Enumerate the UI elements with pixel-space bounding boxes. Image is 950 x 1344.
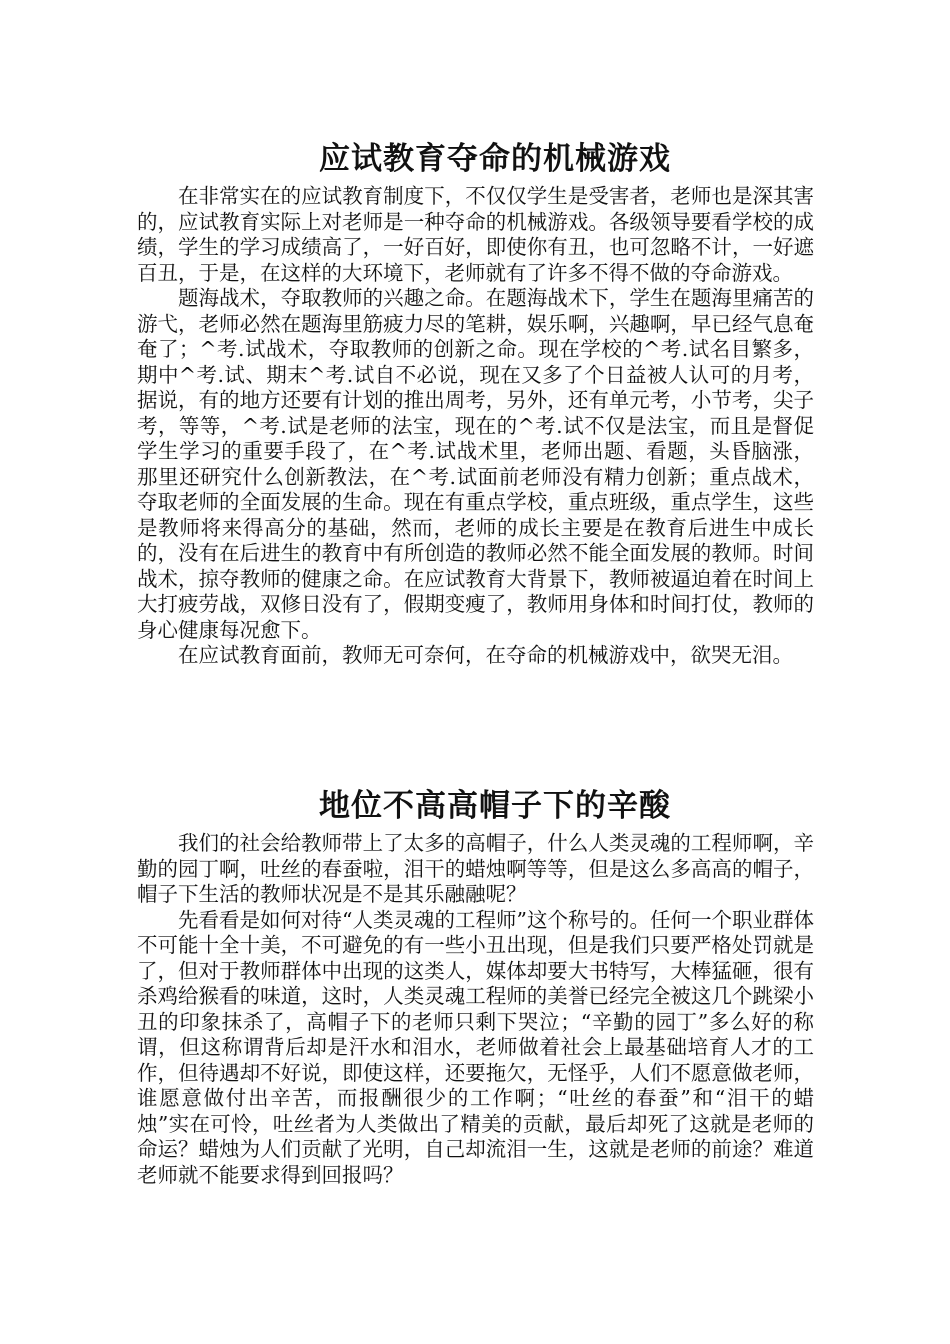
article-paragraph: 在应试教育面前，教师无可奈何，在夺命的机械游戏中，欲哭无泪。 [178,643,793,667]
article-section-high-hats [137,785,814,1188]
article-title: 地位不高高帽子下的辛酸 [319,788,671,824]
article-paragraph: 我们的社会给教师带上了太多的高帽子，什么人类灵魂的工程师啊，辛勤的园丁啊，吐丝的春蚕啦，泪干的蜡烛啊等等，但是这么多高高的帽子，帽子下生活的教师状况是不是其乐融融呢？ [137,831,814,906]
article-paragraph: 先看看是如何对待“人类灵魂的工程师”这个称号的。任何一个职业群体不可能十全十美，不可避免的有一些小丑出现，但是我们只要严格处罚就是了，但对于教师群体中出现的这类人，媒体却要大书特写，大棒猛砸，很有杀鸡给猴看的味道，这时，人类灵魂工程师的美誉已经完全被这几个跳梁小丑的印象抹杀了，高帽子下的老师只剩下哭泣；“辛勤的园丁”多么好的称谓，但这称谓背后却是汗水和泪水，老师做着社会上最基础培育人才的工作，但待遇却不好说，即使这样，还要拖欠，无怪乎，人们不愿意做老师，谁愿意做付出辛苦，而报酬很少的工作啊；“吐丝的春蚕”和“泪干的蜡烛”实在可怜，吐丝者为人类做出了精美的贡献，最后却死了这就是老师的命运？蜡烛为人们贡献了光明，自己却流泪一生，这就是老师的前途？难道老师就不能要求得到回报吗？ [137,907,814,1187]
article-paragraph: 在非常实在的应试教育制度下，不仅仅学生是受害者，老师也是深其害的，应试教育实际上对老师是一种夺命的机械游戏。各级领导要看学校的成绩，学生的学习成绩高了，一好百好，即使你有丑，也可忽略不计，一好遮百丑，于是，在这样的大环境下，老师就有了许多不得不做的夺命游戏。 [137,184,814,285]
article-paragraph: 题海战术，夺取教师的兴趣之命。在题海战术下，学生在题海里痛苦的游弋，老师必然在题海里筋疲力尽的笔耕，娱乐啊，兴趣啊，早已经气息奄奄了；^考.试战术，夺取教师的创新之命。现在学校的^考.试名目繁多，期中^考.试、期末^考.试自不必说，现在又多了个日益被人认可的月考，据说，有的地方还要有计划的推出周考，另外，还有单元考，小节考，尖子考，等等，^考.试是老师的法宝，现在的^考.试不仅是法宝，而且是督促学生学习的重要手段了，在^考.试战术里，老师出题、看题，头昏脑涨，那里还研究什么创新教法，在^考.试面前老师没有精力创新；重点战术，夺取老师的全面发展的生命。现在有重点学校，重点班级，重点学生，这些是教师将来得高分的基础，然而，老师的成长主要是在教育后进生中成长的，没有在后进生的教育中有所创造的教师必然不能全面发展的教师。时间战术，掠夺教师的健康之命。在应试教育大背景下，教师被逼迫着在时间上大打疲劳战，双修日没有了，假期变瘦了，教师用身体和时间打仗，教师的身心健康每况愈下。 [137,286,814,642]
article-section-exam-education [137,138,814,669]
article-title: 应试教育夺命的机械游戏 [319,141,671,177]
